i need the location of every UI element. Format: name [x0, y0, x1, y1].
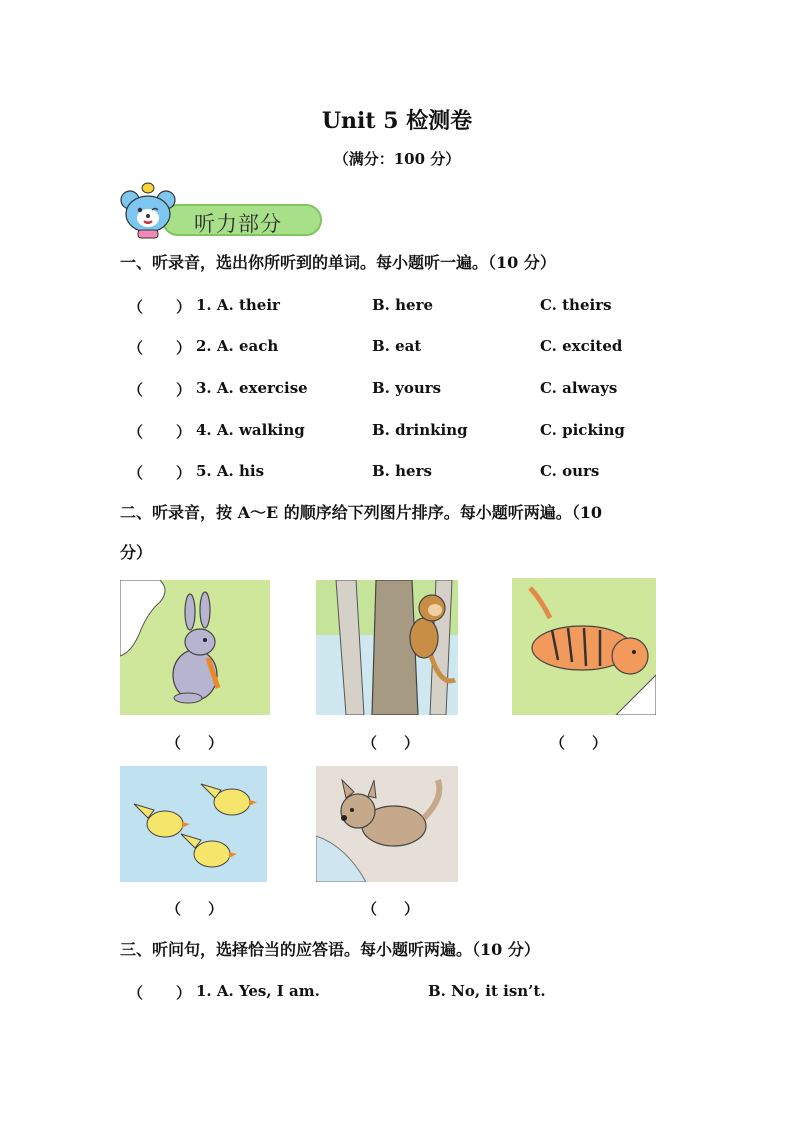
rabbit-image: [120, 580, 270, 715]
answer-paren-close: ）: [176, 464, 192, 482]
option-b: B. hers: [372, 462, 432, 480]
section1-question-5: [128, 462, 688, 486]
option-b: B. yours: [372, 379, 442, 397]
answer-paren-open: （: [128, 339, 144, 357]
answer-paren-open: （: [128, 464, 144, 482]
answer-paren-open: （: [128, 984, 144, 1002]
answer-paren-close: ）: [208, 734, 224, 752]
answer-paren-close: ）: [404, 734, 420, 752]
option-c: C. always: [540, 379, 618, 397]
option-c: C. ours: [540, 462, 600, 480]
option-c: C. theirs: [540, 296, 612, 314]
option-a: 1. A. their: [196, 296, 280, 314]
answer-paren-open: （: [362, 900, 378, 918]
section3-question-1: [128, 982, 688, 1006]
page-title: Unit 5 检测卷: [321, 108, 473, 134]
answer-paren-close: ）: [176, 984, 192, 1002]
banner-label: 听力部分: [194, 212, 282, 236]
answer-paren-close: ）: [208, 900, 224, 918]
section1-question-3: [128, 379, 688, 403]
answer-paren-close: ）: [176, 381, 192, 399]
answer-paren-close: ）: [176, 298, 192, 316]
dog-image: [316, 766, 458, 882]
score-subtitle: （满分：100 分）: [333, 150, 461, 168]
section1-question-1: [128, 296, 688, 320]
option-a: 1. A. Yes, I am.: [196, 982, 320, 1000]
answer-paren-open: （: [166, 734, 182, 752]
tiger-image: [512, 578, 656, 715]
option-c: C. picking: [540, 421, 625, 439]
option-a: 2. A. each: [196, 337, 279, 355]
section3-heading: 三、听问句，选择恰当的应答语。每小题听两遍。（10 分）: [120, 940, 540, 959]
birds-image: [120, 766, 267, 882]
answer-paren-open: （: [550, 734, 566, 752]
monkey-image: [316, 580, 458, 715]
option-b: B. No, it isn’t.: [428, 982, 546, 1000]
listening-section-banner: [118, 180, 328, 240]
answer-paren-open: （: [166, 900, 182, 918]
answer-paren-close: ）: [592, 734, 608, 752]
section1-question-2: [128, 337, 688, 361]
answer-paren-close: ）: [176, 339, 192, 357]
answer-paren-close: ）: [404, 900, 420, 918]
bear-mascot-icon: [118, 180, 182, 240]
option-b: B. drinking: [372, 421, 468, 439]
option-b: B. here: [372, 296, 434, 314]
option-c: C. excited: [540, 337, 623, 355]
answer-paren-open: （: [362, 734, 378, 752]
section1-heading: 一、听录音，选出你所听到的单词。每小题听一遍。（10 分）: [120, 253, 556, 272]
section2-heading-line1: 二、听录音，按 A～E 的顺序给下列图片排序。每小题听两遍。（10: [120, 503, 603, 522]
option-a: 3. A. exercise: [196, 379, 308, 397]
answer-paren-open: （: [128, 423, 144, 441]
answer-paren-open: （: [128, 381, 144, 399]
option-b: B. eat: [372, 337, 422, 355]
option-a: 4. A. walking: [196, 421, 305, 439]
section2-heading-line2: 分）: [120, 543, 153, 562]
option-a: 5. A. his: [196, 462, 265, 480]
section1-question-4: [128, 421, 688, 445]
answer-paren-open: （: [128, 298, 144, 316]
answer-paren-close: ）: [176, 423, 192, 441]
